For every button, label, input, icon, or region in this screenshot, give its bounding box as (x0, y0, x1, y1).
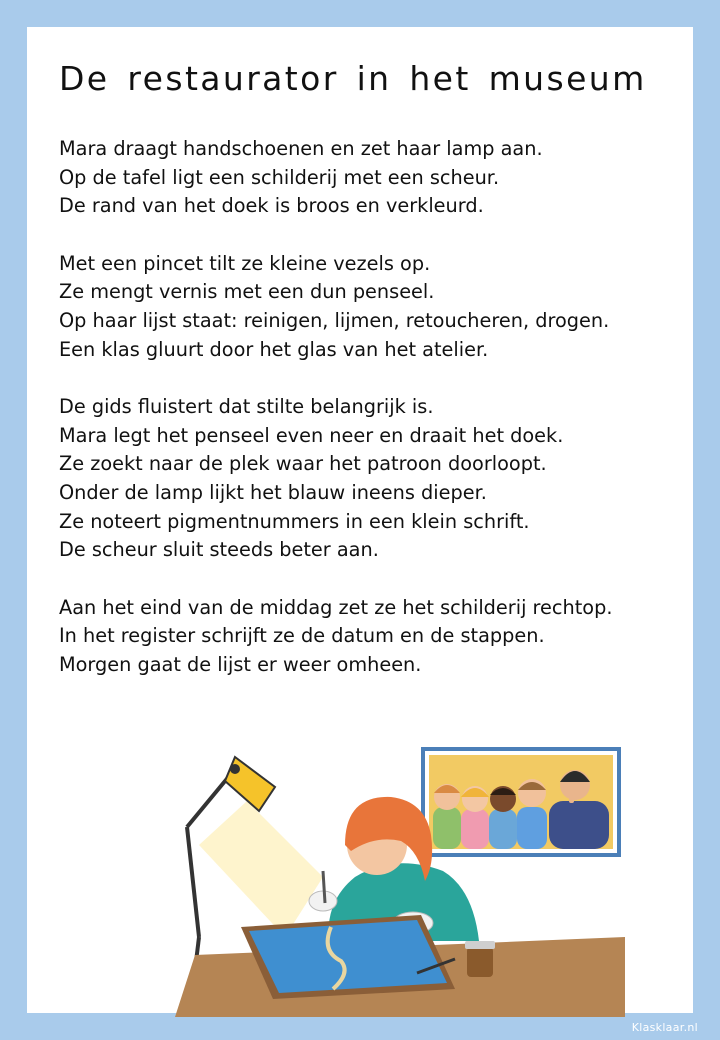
story-text (59, 135, 612, 709)
story-line: Op de tafel ligt een schilderij met een scheur. (59, 165, 500, 189)
story-line: In het register schrijft ze de datum en de stappen. (59, 624, 545, 648)
paragraph-1 (59, 135, 612, 221)
brand-label: Klasklaar.nl (631, 1021, 698, 1034)
paragraph-4 (59, 594, 612, 680)
story-line: De scheur sluit steeds beter aan. (59, 538, 379, 562)
atelier-window (423, 749, 619, 855)
paragraph-2 (59, 250, 612, 364)
page-title: De restaurator in het museum (59, 59, 647, 98)
story-line: Ze mengt vernis met een dun penseel. (59, 280, 435, 304)
restorer-illustration (155, 727, 625, 1017)
child-3 (489, 786, 517, 849)
story-line: Mara draagt handschoenen en zet haar lamp aan. (59, 137, 543, 160)
story-line: De rand van het doek is broos en verkleurd. (59, 194, 484, 218)
story-line: Morgen gaat de lijst er weer omheen. (59, 652, 422, 676)
story-line: Ze noteert pigmentnummers in een klein schrift. (59, 509, 530, 533)
child-4 (517, 779, 547, 849)
paragraph-3 (59, 393, 612, 565)
story-card (27, 27, 693, 1013)
story-line: Mara legt het penseel even neer en draait het doek. (59, 423, 564, 447)
child-2 (461, 786, 489, 849)
story-line: Aan het eind van de middag zet ze het schilderij rechtop. (59, 595, 613, 619)
child-1 (433, 784, 461, 849)
story-line: Op haar lijst staat: reinigen, lijmen, retoucheren, drogen. (59, 308, 610, 332)
story-line: Ze zoekt naar de plek waar het patroon doorloopt. (59, 452, 547, 476)
work-table (175, 915, 625, 1017)
story-line: De gids fluistert dat stilte belangrijk is. (59, 395, 434, 419)
story-line: Onder de lamp lijkt het blauw ineens dieper. (59, 480, 487, 504)
story-line: Een klas gluurt door het glas van het atelier. (59, 337, 489, 361)
story-line: Met een pincet tilt ze kleine vezels op. (59, 251, 431, 275)
